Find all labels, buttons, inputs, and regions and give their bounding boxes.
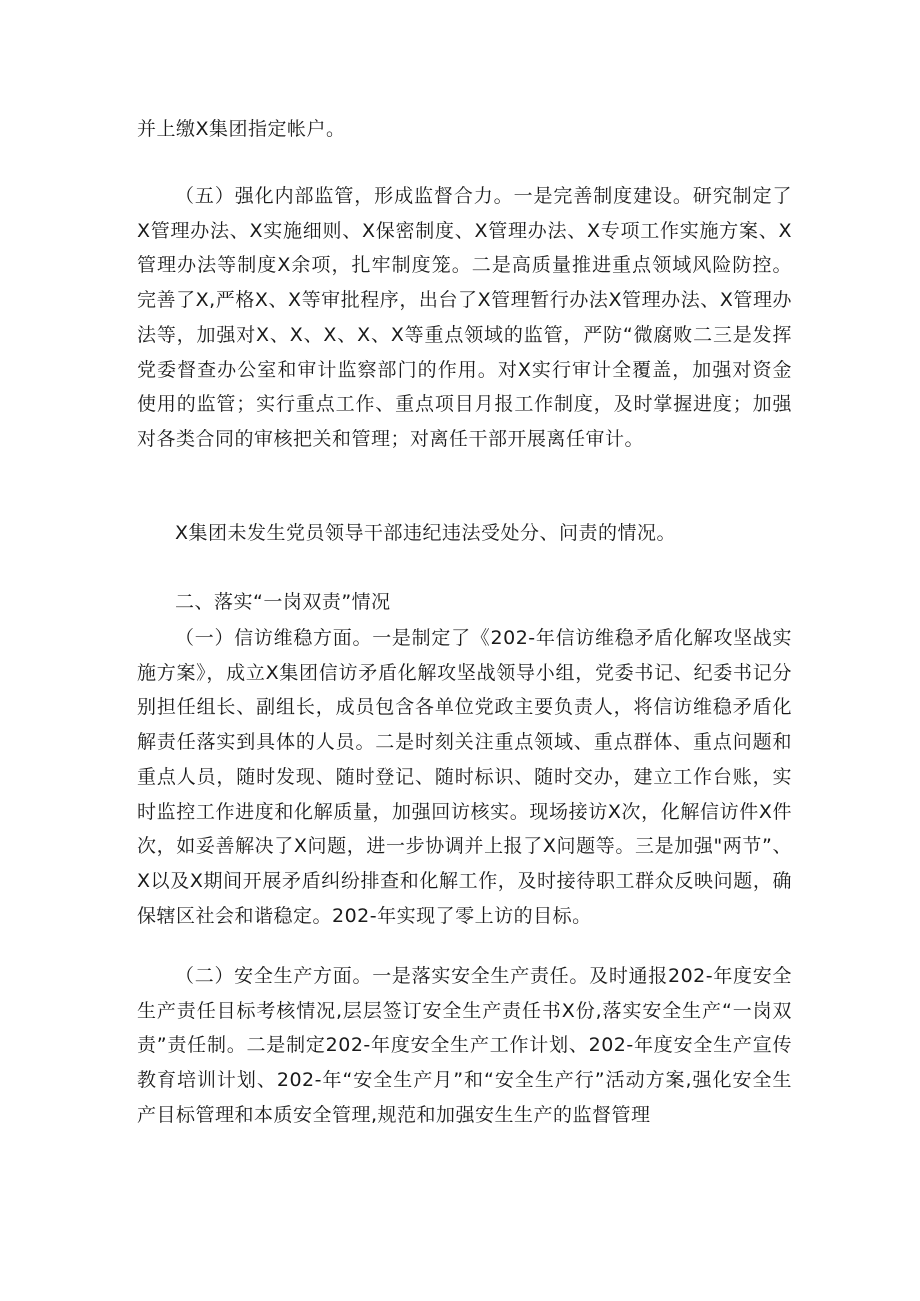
paragraph-petition-stability: （一）信访维稳方面。一是制定了《202-年信访维稳矛盾化解攻坚战实施方案》，成立X集团信访矛盾化解攻坚战领导小组，党委书记、纪委书记分别担任组长、副组长，成员包含各单位党政主要负责人，将信访维稳矛盾化解责任落实到具体的人员。二是时刻关注重点领域、重点群体、重点问题和重点人员，随时发现、随时登记、随时标识、随时交办，建立工作台账，实时监控工作进度和化解质量，加强回访核实。现场接访X次，化解信访件X件次，如妥善解决了X问题，进一步协调并上报了X问题等。三是加强"两节”、X以及X期间开展矛盾纠纷排查和化解工作，及时接待职工群众反映问题，确保辖区社会和谐稳定。202-年实现了零上访的目标。 [137,627,792,927]
paragraph-production-safety: （二）安全生产方面。一是落实安全生产责任。及时通报202-年度安全生产责任目标考核情况,层层签订安全生产责任书X份,落实安全生产“一岗双责”责任制。二是制定202-年度安全生产工作计划、202-年度安全生产宣传教育培训计划、202-年“安全生产月”和“安全生产行”活动方案,强化安全生产目标管理和本质安全管理,规范和加强安生生产的监督管理 [137,965,792,1126]
paragraph-continuation: 并上缴X集团指定帐户。 [137,118,346,140]
paragraph-internal-supervision: （五）强化内部监管，形成监督合力。一是完善制度建设。研究制定了X管理办法、X实施细则、X保密制度、X管理办法、X专项工作实施方案、X管理办法等制度X余项，扎牢制度笼。二是高质量推进重点领域风险防控。完善了X,严格X、X等审批程序，出台了X管理暂行办法X管理办法、X管理办法等，加强对X、X、X、X、X等重点领域的监管，严防“微腐败二三是发挥党委督查办公室和审计监察部门的作用。对X实行审计全覆盖，加强对资金使用的监管；实行重点工作、重点项目月报工作制度，及时掌握进度；加强对各类合同的审核把关和管理；对离任干部开展离任审计。 [137,185,792,450]
paragraph-no-violations: X集团未发生党员领导干部违纪违法受处分、问责的情况。 [175,522,677,544]
section-heading-one-post-two-duties: 二、落实“一岗双责”情况 [175,591,391,613]
